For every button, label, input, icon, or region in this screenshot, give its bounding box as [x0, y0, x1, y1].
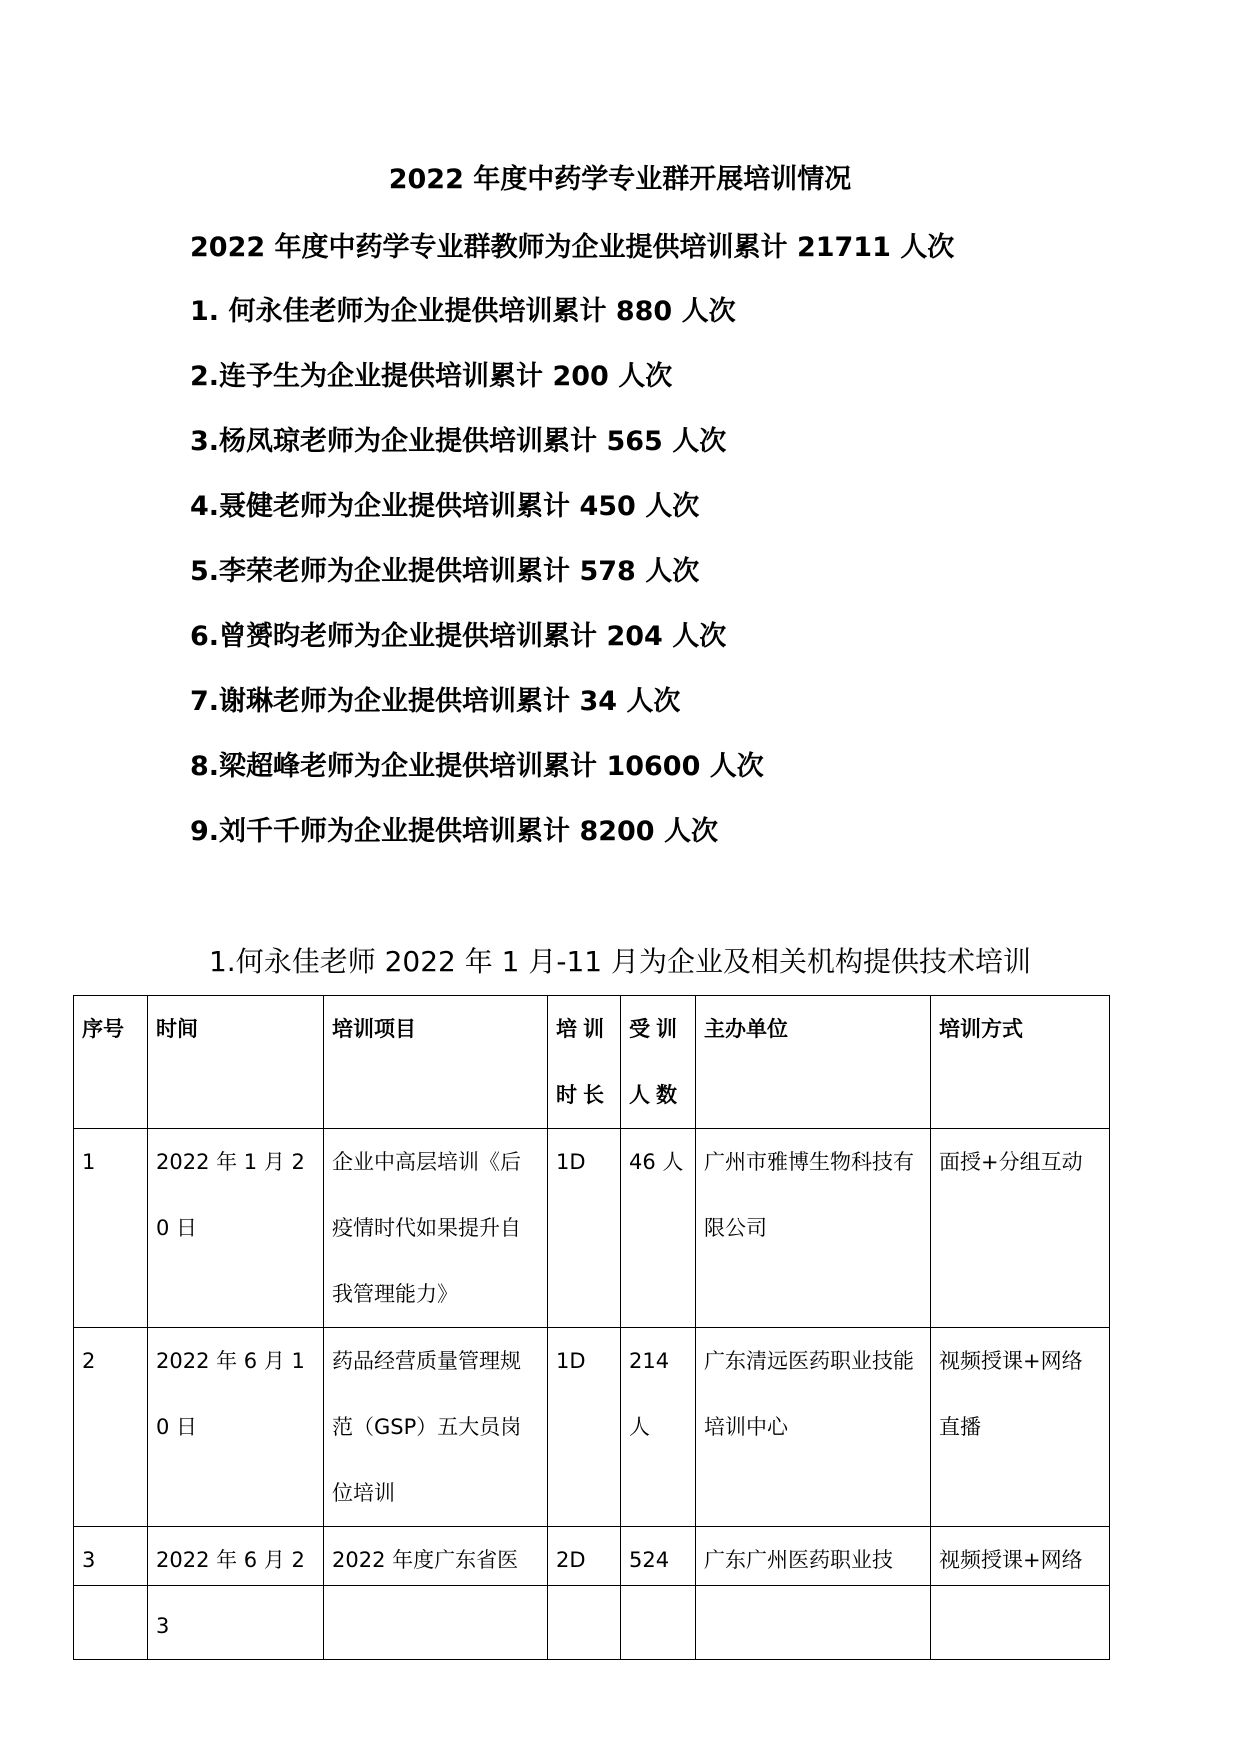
cell-date: 2022 年 6 月 10 日 [148, 1328, 324, 1527]
table-header-row [74, 996, 1110, 1129]
cell-method: 视频授课+网络 [931, 1527, 1110, 1660]
cell-project: 企业中高层培训《后疫情时代如果提升自我管理能力》 [324, 1129, 548, 1328]
list-item: 8.梁超峰老师为企业提供培训累计 10600 人次 [190, 751, 764, 782]
list-item: 4.聂健老师为企业提供培训累计 450 人次 [190, 491, 700, 522]
cell-method: 面授+分组互动 [931, 1129, 1110, 1328]
list-item: 1. 何永佳老师为企业提供培训累计 880 人次 [190, 296, 736, 327]
cell-project: 药品经营质量管理规范（GSP）五大员岗位培训 [324, 1328, 548, 1527]
list-item: 6.曾赟昀老师为企业提供培训累计 204 人次 [190, 621, 727, 652]
cell-date: 2022 年 1 月 20 日 [148, 1129, 324, 1328]
header-organizer: 主办单位 [696, 996, 931, 1129]
cell-organizer: 广东广州医药职业技 [696, 1527, 931, 1660]
header-project: 培训项目 [324, 996, 548, 1129]
cell-trainees: 524 [621, 1527, 696, 1660]
cell-trainees: 46 人 [621, 1129, 696, 1328]
list-item: 5.李荣老师为企业提供培训累计 578 人次 [190, 556, 700, 587]
list-item: 7.谢琳老师为企业提供培训累计 34 人次 [190, 686, 681, 717]
table-row [74, 1527, 1110, 1660]
teacher-training-list [190, 292, 764, 877]
cell-date: 2022 年 6 月 23 [148, 1527, 324, 1660]
cell-index: 3 [74, 1527, 148, 1660]
header-method: 培训方式 [931, 996, 1110, 1129]
header-trainees: 受训人数 [621, 996, 696, 1129]
page-title: 2022 年度中药学专业群开展培训情况 [388, 164, 852, 195]
cell-project: 2022 年度广东省医 [324, 1527, 548, 1660]
cell-organizer: 广州市雅博生物科技有限公司 [696, 1129, 931, 1328]
cell-index: 1 [74, 1129, 148, 1328]
cell-duration: 1D [548, 1328, 621, 1527]
header-date: 时间 [148, 996, 324, 1129]
list-item: 2.连予生为企业提供培训累计 200 人次 [190, 361, 673, 392]
list-item: 3.杨凤琼老师为企业提供培训累计 565 人次 [190, 426, 727, 457]
cell-duration: 1D [548, 1129, 621, 1328]
cell-index: 2 [74, 1328, 148, 1527]
cell-method: 视频授课+网络直播 [931, 1328, 1110, 1527]
list-item: 9.刘千千师为企业提供培训累计 8200 人次 [190, 816, 718, 847]
training-table [73, 995, 1110, 1660]
table-caption: 1.何永佳老师 2022 年 1 月-11 月为企业及相关机构提供技术培训 [208, 945, 1032, 978]
cell-trainees: 214 人 [621, 1328, 696, 1527]
summary-line: 2022 年度中药学专业群教师为企业提供培训累计 21711 人次 [190, 232, 955, 263]
header-duration: 培训时长 [548, 996, 621, 1129]
table-row [74, 1328, 1110, 1527]
table-row [74, 1129, 1110, 1328]
cell-organizer: 广东清远医药职业技能培训中心 [696, 1328, 931, 1527]
cell-duration: 2D [548, 1527, 621, 1660]
training-table-container [73, 995, 1109, 1638]
header-index: 序号 [74, 996, 148, 1129]
